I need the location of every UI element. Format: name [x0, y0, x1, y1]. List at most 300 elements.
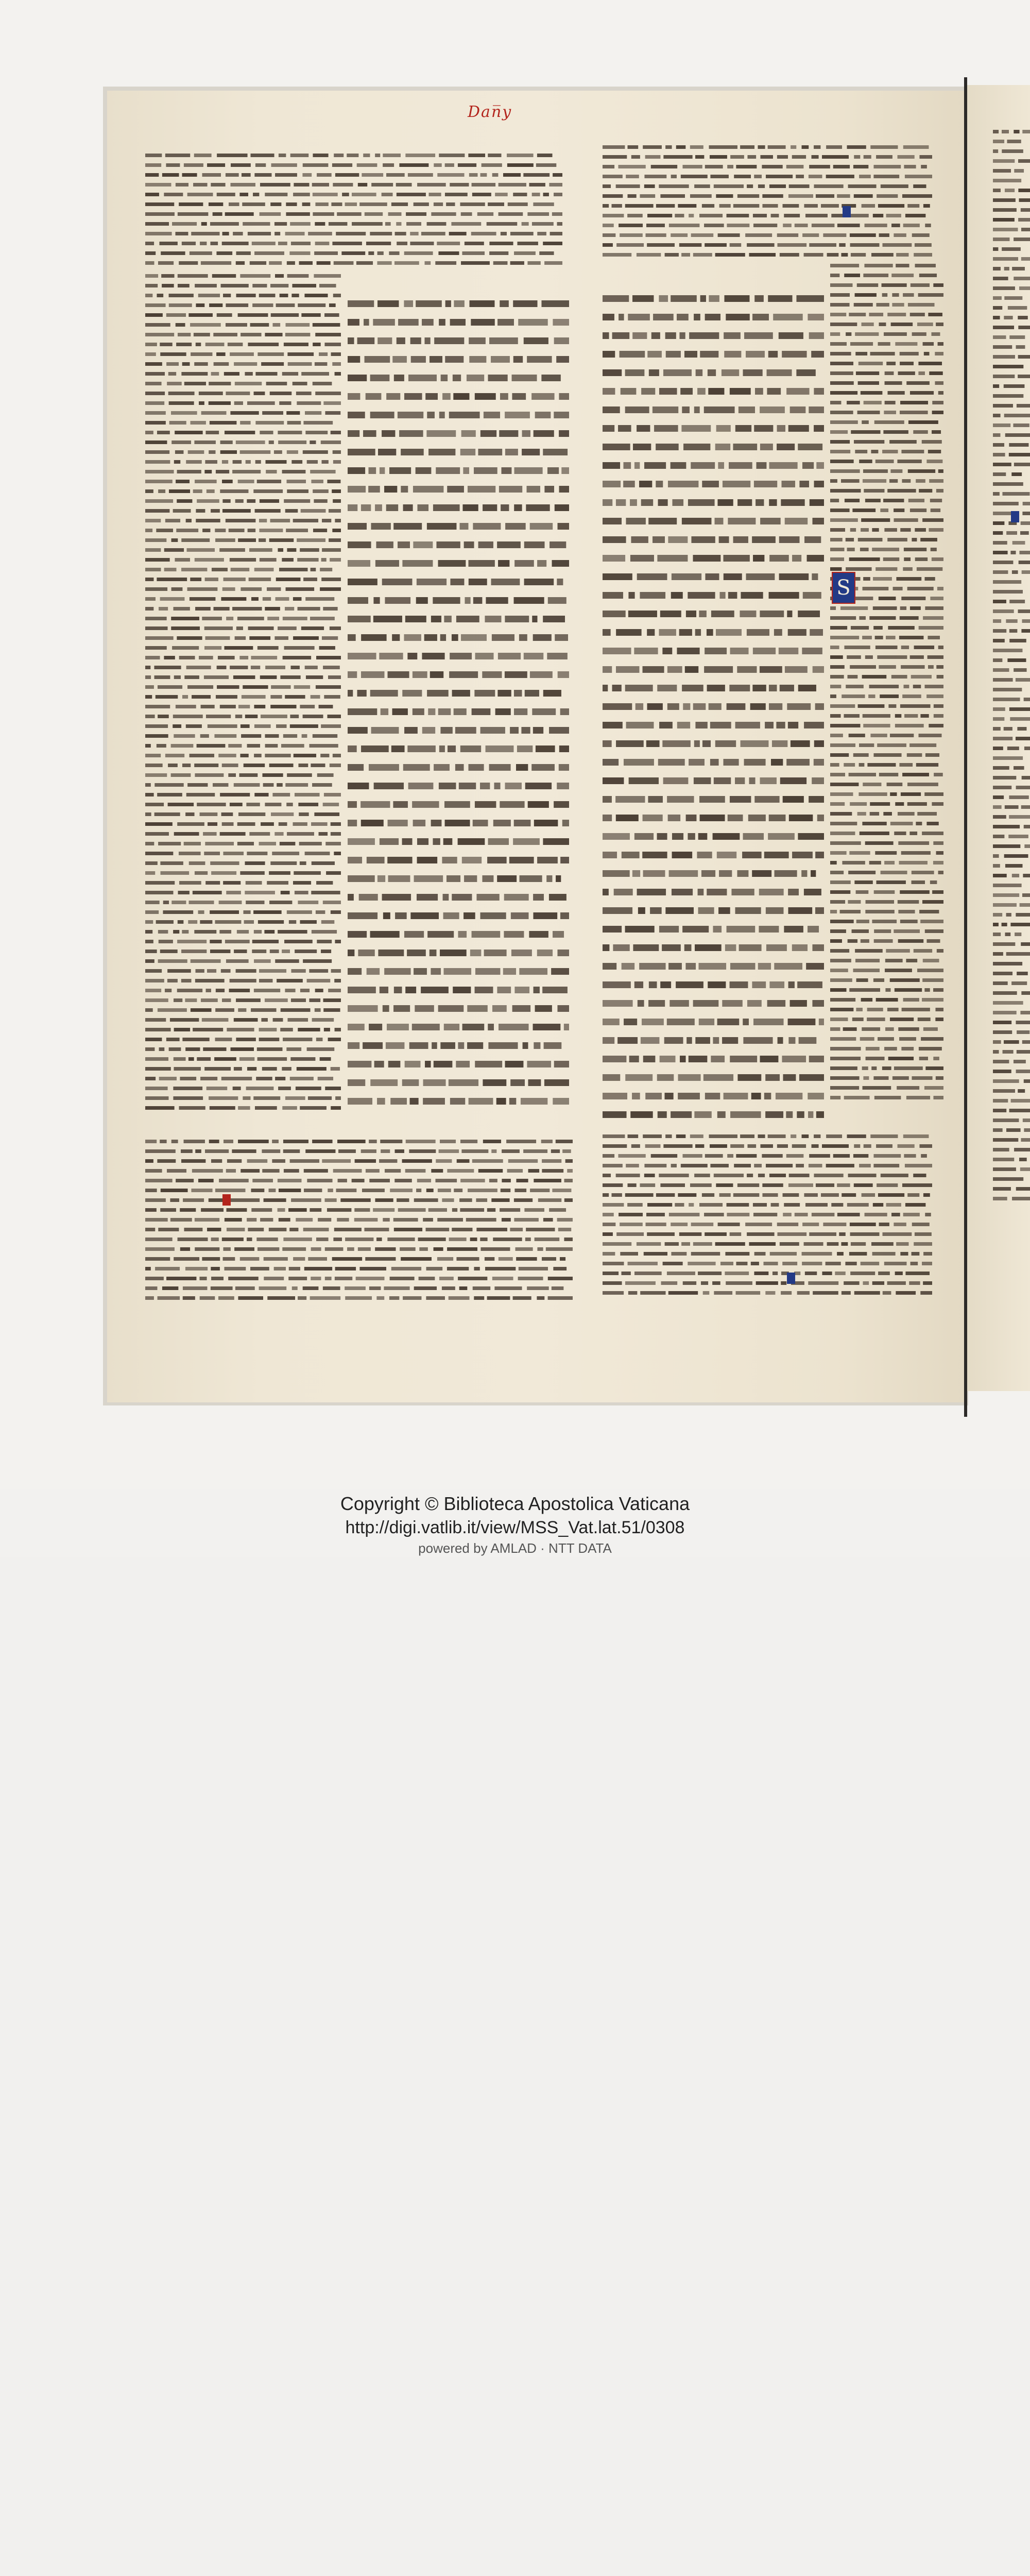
ink-stroke: [701, 870, 715, 877]
ink-stroke: [171, 411, 197, 415]
ink-stroke: [218, 656, 235, 659]
ink-stroke: [769, 499, 777, 506]
ink-stroke: [993, 1158, 1014, 1161]
ink-stroke: [227, 1159, 242, 1163]
ink-stroke: [850, 528, 856, 532]
ink-stroke: [319, 705, 333, 708]
source-url[interactable]: http://digi.vatlib.it/view/MSS_Vat.lat.51/0308: [345, 1518, 685, 1537]
ink-stroke: [729, 685, 750, 691]
ink-stroke: [859, 743, 874, 747]
ink-stroke: [603, 1242, 631, 1246]
ink-stroke: [176, 343, 192, 346]
ink-stroke: [261, 1018, 268, 1022]
ink-stroke: [814, 388, 824, 395]
ink-stroke: [219, 1179, 249, 1182]
ink-stroke: [266, 382, 287, 385]
ink-stroke: [860, 548, 869, 551]
ink-stroke: [488, 1024, 494, 1030]
ink-stroke: [178, 274, 208, 278]
ink-stroke: [993, 531, 1003, 535]
ink-stroke: [917, 969, 943, 972]
ink-stroke: [523, 1042, 528, 1049]
ink-stroke: [863, 469, 888, 473]
ink-stroke: [603, 796, 612, 803]
ink-stroke: [641, 388, 655, 395]
ink-stroke: [145, 1067, 171, 1071]
ink-stroke: [924, 792, 943, 796]
ink-stroke: [543, 449, 568, 455]
ink-stroke: [929, 528, 943, 532]
ink-stroke: [287, 910, 312, 914]
ink-stroke: [156, 529, 173, 532]
ink-stroke: [630, 499, 637, 506]
ink-stroke: [1002, 923, 1007, 926]
ink-stroke: [348, 764, 364, 771]
ink-stroke: [207, 489, 215, 493]
ink-stroke: [645, 1093, 662, 1099]
ink-stroke: [475, 393, 496, 400]
ink-stroke: [159, 1077, 177, 1080]
ink-stroke: [304, 294, 328, 297]
ink-stroke: [383, 154, 401, 157]
ink-stroke: [516, 764, 528, 771]
ink-stroke: [616, 629, 641, 636]
ink-stroke: [145, 362, 162, 366]
ink-stroke: [417, 183, 446, 187]
ink-stroke: [426, 430, 456, 437]
ink-stroke: [928, 655, 943, 659]
ink-stroke: [741, 740, 769, 747]
ink-stroke: [603, 1223, 615, 1226]
ink-stroke: [882, 1066, 891, 1070]
ink-stroke: [236, 294, 256, 297]
ink-stroke: [379, 1159, 397, 1163]
ink-stroke: [278, 548, 283, 552]
ink-stroke: [549, 894, 566, 901]
ink-stroke: [1014, 169, 1024, 173]
ink-stroke: [914, 646, 934, 649]
ink-stroke: [205, 460, 217, 464]
ink-stroke: [371, 183, 393, 187]
ink-stroke: [324, 1028, 330, 1031]
ink-stroke: [311, 568, 316, 571]
ink-stroke: [368, 486, 380, 493]
ink-stroke: [145, 773, 167, 777]
ink-stroke: [434, 1247, 443, 1251]
ink-stroke: [331, 910, 341, 914]
ink-stroke: [993, 1011, 1017, 1014]
ink-stroke: [857, 411, 880, 414]
ink-stroke: [176, 705, 196, 708]
ink-stroke: [307, 979, 331, 982]
ink-stroke: [161, 1189, 188, 1192]
ink-stroke: [918, 1018, 931, 1021]
ink-stroke: [756, 1281, 778, 1285]
ink-stroke: [503, 173, 521, 177]
ink-stroke: [348, 875, 375, 882]
ink-stroke: [528, 801, 549, 808]
ink-stroke: [422, 727, 435, 734]
ink-stroke: [900, 606, 906, 610]
ink-stroke: [789, 815, 813, 821]
ink-stroke: [657, 833, 667, 840]
ink-stroke: [426, 1267, 443, 1270]
ink-stroke: [830, 704, 855, 708]
ink-stroke: [348, 319, 359, 326]
ink-stroke: [497, 690, 511, 697]
ink-stroke: [205, 842, 234, 845]
ink-stroke: [676, 981, 703, 988]
ink-stroke: [724, 332, 741, 339]
ink-stroke: [993, 972, 1012, 975]
ink-stroke: [682, 518, 712, 524]
ink-stroke: [377, 337, 392, 344]
ink-stroke: [145, 842, 154, 845]
ink-stroke: [993, 286, 1015, 290]
ink-stroke: [207, 969, 216, 973]
ink-stroke: [993, 326, 1014, 329]
ink-stroke: [145, 940, 153, 943]
ink-stroke: [869, 685, 899, 688]
ink-stroke: [830, 1008, 853, 1011]
ink-stroke: [333, 294, 341, 297]
ink-stroke: [904, 557, 911, 561]
ink-stroke: [416, 1189, 421, 1192]
ink-stroke: [375, 560, 399, 567]
ink-stroke: [526, 1228, 555, 1231]
ink-stroke: [251, 656, 277, 659]
ink-stroke: [278, 1179, 302, 1182]
ink-stroke: [735, 907, 761, 914]
ink-stroke: [640, 592, 665, 599]
ink-stroke: [345, 1296, 372, 1300]
ink-stroke: [278, 242, 287, 245]
ink-stroke: [881, 1174, 908, 1177]
ink-stroke: [612, 332, 630, 339]
ink-stroke: [241, 724, 250, 728]
ink-stroke: [1020, 531, 1029, 535]
ink-stroke: [725, 944, 736, 951]
ink-stroke: [430, 671, 443, 678]
ink-stroke: [802, 1262, 822, 1265]
ink-stroke: [931, 332, 940, 336]
ink-stroke: [313, 529, 327, 532]
ink-stroke: [439, 319, 445, 326]
ink-stroke: [321, 950, 331, 953]
ink-stroke: [1023, 502, 1030, 505]
ink-stroke: [854, 1183, 873, 1187]
ink-stroke: [863, 577, 870, 581]
ink-stroke: [533, 894, 544, 901]
ink-stroke: [295, 950, 317, 953]
ink-stroke: [846, 685, 864, 688]
ink-stroke: [228, 773, 236, 777]
ink-stroke: [348, 412, 365, 418]
ink-stroke: [145, 193, 159, 196]
ink-stroke: [671, 462, 686, 469]
ink-stroke: [875, 636, 883, 639]
ink-stroke: [993, 306, 1002, 310]
ink-stroke: [669, 224, 700, 227]
ink-stroke: [693, 703, 706, 710]
ink-stroke: [627, 1183, 636, 1187]
ink-stroke: [924, 352, 930, 355]
ink-stroke: [727, 703, 746, 710]
ink-stroke: [336, 1189, 356, 1192]
ink-stroke: [232, 470, 261, 473]
ink-stroke: [230, 558, 256, 562]
ink-stroke: [397, 1198, 409, 1202]
ink-stroke: [386, 173, 405, 177]
ink-stroke: [357, 690, 367, 697]
ink-stroke: [185, 812, 194, 816]
ink-stroke: [906, 381, 930, 385]
ink-stroke: [505, 783, 521, 789]
ink-stroke: [395, 232, 406, 235]
ink-stroke: [145, 421, 166, 425]
ink-stroke: [993, 893, 1019, 897]
ink-stroke: [993, 492, 1000, 496]
ink-stroke: [485, 616, 501, 622]
ink-stroke: [357, 163, 377, 167]
ink-stroke: [259, 1028, 277, 1031]
ink-stroke: [165, 519, 180, 522]
ink-stroke: [905, 214, 925, 217]
ink-stroke: [603, 611, 626, 617]
ink-stroke: [796, 369, 815, 376]
ink-stroke: [254, 754, 262, 757]
ink-stroke: [657, 1074, 674, 1081]
ink-stroke: [894, 233, 906, 237]
ink-stroke: [830, 743, 855, 747]
ink-stroke: [559, 393, 569, 400]
ink-stroke: [530, 523, 553, 530]
ink-stroke: [458, 163, 476, 167]
ink-stroke: [282, 372, 298, 376]
ink-stroke: [160, 861, 183, 865]
ink-stroke: [769, 184, 786, 188]
ink-stroke: [895, 988, 922, 992]
ink-stroke: [448, 745, 456, 752]
ink-stroke: [145, 1267, 151, 1270]
ink-stroke: [787, 703, 811, 710]
ink-stroke: [319, 646, 335, 650]
ink-stroke: [898, 1144, 915, 1148]
ink-stroke: [1003, 1050, 1014, 1054]
ink-stroke: [222, 232, 229, 235]
ink-stroke: [681, 1242, 690, 1246]
ink-stroke: [744, 332, 773, 339]
ink-stroke: [145, 411, 166, 415]
ink-stroke: [657, 685, 677, 691]
ink-stroke: [603, 1144, 627, 1148]
ink-stroke: [656, 481, 663, 487]
ink-stroke: [465, 242, 484, 245]
ink-stroke: [282, 1067, 291, 1071]
ink-stroke: [993, 541, 1007, 545]
ink-stroke: [260, 212, 281, 216]
ink-stroke: [260, 431, 273, 434]
ink-stroke: [145, 1140, 157, 1143]
ink-stroke: [214, 607, 230, 611]
ink-stroke: [753, 1019, 784, 1025]
ink-stroke: [890, 822, 913, 825]
ink-stroke: [684, 944, 692, 951]
ink-stroke: [876, 303, 889, 307]
ink-stroke: [730, 981, 748, 988]
ink-stroke: [752, 981, 766, 988]
ink-stroke: [564, 1024, 569, 1030]
ink-stroke: [392, 634, 400, 641]
ink-stroke: [279, 154, 286, 157]
ink-stroke: [180, 1208, 196, 1212]
ink-stroke: [887, 538, 907, 541]
ink-stroke: [1021, 257, 1030, 261]
ink-stroke: [623, 481, 635, 487]
ink-stroke: [337, 212, 362, 216]
ink-stroke: [226, 173, 239, 177]
ink-stroke: [145, 538, 166, 542]
ink-stroke: [830, 792, 853, 796]
ink-stroke: [224, 578, 246, 581]
ink-stroke: [864, 1144, 871, 1148]
ink-stroke: [194, 362, 208, 366]
ink-stroke: [543, 616, 565, 622]
ink-stroke: [157, 744, 166, 748]
ink-stroke: [901, 792, 921, 796]
ink-stroke: [348, 579, 377, 585]
ink-stroke: [603, 981, 631, 988]
ink-stroke: [697, 388, 706, 395]
ink-stroke: [1018, 355, 1030, 359]
ink-stroke: [158, 489, 165, 493]
ink-stroke: [703, 1291, 710, 1295]
ink-stroke: [193, 891, 222, 894]
ink-stroke: [709, 1134, 737, 1138]
ink-stroke: [686, 611, 696, 617]
ink-stroke: [542, 1159, 561, 1163]
ink-stroke: [462, 857, 482, 863]
ink-stroke: [259, 294, 276, 297]
ink-stroke: [718, 907, 730, 914]
ink-stroke: [660, 1056, 676, 1062]
ink-stroke: [145, 930, 152, 934]
ink-stroke: [695, 1037, 710, 1044]
ink-stroke: [348, 1024, 365, 1030]
ink-stroke: [993, 1187, 1011, 1191]
ink-stroke: [145, 695, 152, 699]
ink-stroke: [145, 372, 165, 376]
ink-stroke: [680, 388, 693, 395]
ink-stroke: [1009, 600, 1025, 603]
ink-stroke: [348, 968, 362, 975]
ink-stroke: [516, 1257, 537, 1261]
ink-stroke: [411, 356, 426, 363]
ink-stroke: [928, 665, 934, 669]
ink-stroke: [407, 745, 436, 752]
ink-stroke: [278, 1208, 285, 1212]
ink-stroke: [718, 1223, 740, 1226]
ink-stroke: [1005, 189, 1015, 192]
ink-stroke: [532, 616, 537, 622]
ink-stroke: [705, 314, 720, 320]
ink-stroke: [226, 519, 256, 522]
ink-stroke: [277, 783, 283, 787]
ink-stroke: [264, 1198, 286, 1202]
ink-stroke: [210, 940, 221, 943]
ink-stroke: [447, 1267, 469, 1270]
ink-stroke: [282, 1106, 297, 1110]
ink-stroke: [788, 1183, 813, 1187]
ink-stroke: [179, 656, 195, 659]
ink-stroke: [332, 163, 352, 167]
ink-stroke: [837, 194, 850, 198]
ink-stroke: [733, 1193, 759, 1197]
ink-stroke: [993, 1148, 1009, 1151]
ink-stroke: [154, 812, 180, 816]
ink-stroke: [241, 333, 261, 336]
ink-stroke: [301, 626, 324, 630]
ink-stroke: [783, 204, 799, 208]
ink-stroke: [603, 555, 625, 562]
ink-stroke: [348, 337, 354, 344]
ink-stroke: [892, 303, 904, 307]
ink-stroke: [514, 560, 534, 567]
ink-stroke: [647, 214, 672, 217]
ink-stroke: [830, 499, 839, 502]
ink-stroke: [438, 560, 466, 567]
ink-stroke: [395, 1149, 404, 1153]
ink-stroke: [289, 251, 310, 255]
ink-stroke: [308, 1096, 332, 1100]
ink-stroke: [514, 987, 529, 993]
ink-stroke: [242, 202, 265, 206]
ink-stroke: [917, 323, 933, 326]
ink-stroke: [894, 509, 904, 512]
ink-stroke: [170, 1198, 179, 1202]
ink-stroke: [194, 333, 210, 336]
ink-stroke: [808, 1093, 824, 1099]
ink-stroke: [1019, 561, 1030, 564]
ink-stroke: [912, 1252, 920, 1256]
ink-stroke: [809, 1164, 822, 1167]
ink-stroke: [823, 1223, 846, 1226]
ink-stroke: [899, 636, 924, 639]
ink-stroke: [254, 392, 265, 395]
ink-stroke: [863, 714, 890, 718]
ink-stroke: [603, 425, 614, 432]
ink-stroke: [611, 1193, 622, 1197]
ink-stroke: [843, 1027, 857, 1031]
ink-stroke: [993, 717, 1004, 721]
ink-stroke: [314, 274, 341, 278]
ink-stroke: [882, 293, 888, 297]
ink-stroke: [160, 352, 186, 356]
ink-stroke: [830, 548, 845, 551]
ink-stroke: [305, 852, 330, 855]
ink-stroke: [861, 528, 869, 532]
ink-stroke: [255, 421, 284, 425]
ink-stroke: [849, 1252, 867, 1256]
ink-stroke: [913, 184, 926, 188]
ink-stroke: [802, 1252, 832, 1256]
ink-stroke: [993, 443, 1004, 447]
ink-stroke: [449, 671, 478, 678]
ink-stroke: [622, 1272, 631, 1275]
ink-stroke: [796, 1164, 804, 1167]
ink-stroke: [625, 1074, 653, 1081]
ink-stroke: [918, 371, 925, 375]
